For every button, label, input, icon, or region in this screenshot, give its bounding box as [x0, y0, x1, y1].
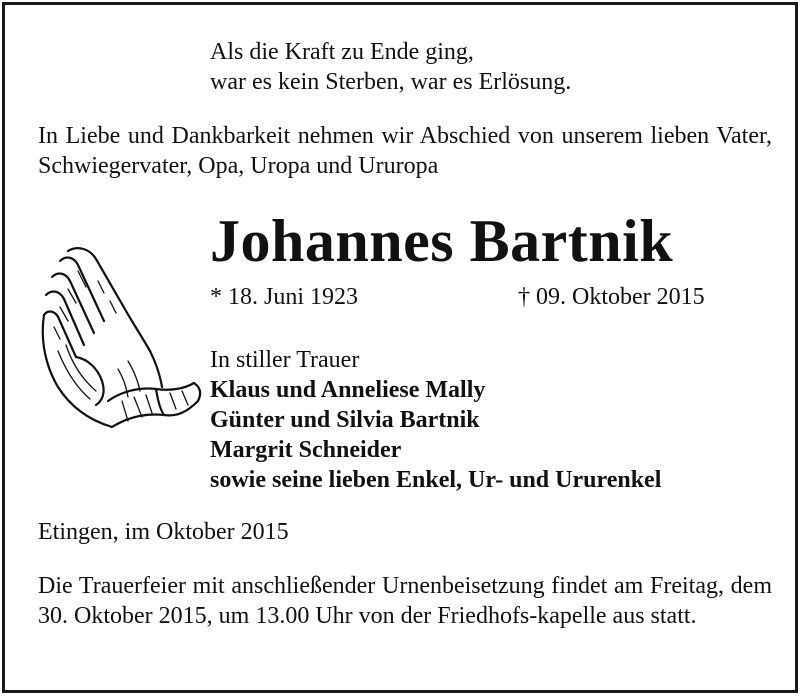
motto-line-2: war es kein Sterben, war es Erlösung. [210, 69, 572, 95]
death-date: † 09. Oktober 2015 [518, 284, 705, 310]
intro-text: In Liebe und Dankbarkeit nehmen wir Abschied von unserem lieben Vater, Schwiegervater, Opa, Uropa und Ururopa [38, 123, 772, 179]
birth-date: * 18. Juni 1923 [210, 284, 359, 310]
mourner-name: sowie seine lieben Enkel, Ur- und Ururenkel [210, 467, 662, 493]
praying-hands-icon [38, 241, 203, 441]
death-notice [2, 2, 798, 693]
deceased-name: Johannes Bartnik [210, 208, 674, 274]
funeral-info: Die Trauerfeier mit anschließender Urnenbeisetzung findet am Freitag, dem 30. Oktober 2015, um 13.00 Uhr von der Friedhofs-kapelle aus statt. [38, 573, 772, 629]
mourners-heading: In stiller Trauer [210, 347, 360, 373]
mourner-name: Günter und Silvia Bartnik [210, 407, 480, 433]
place-date: Etingen, im Oktober 2015 [38, 519, 289, 545]
motto-line-1: Als die Kraft zu Ende ging, [210, 39, 474, 65]
mourner-name: Margrit Schneider [210, 437, 402, 463]
mourner-name: Klaus und Anneliese Mally [210, 377, 486, 403]
